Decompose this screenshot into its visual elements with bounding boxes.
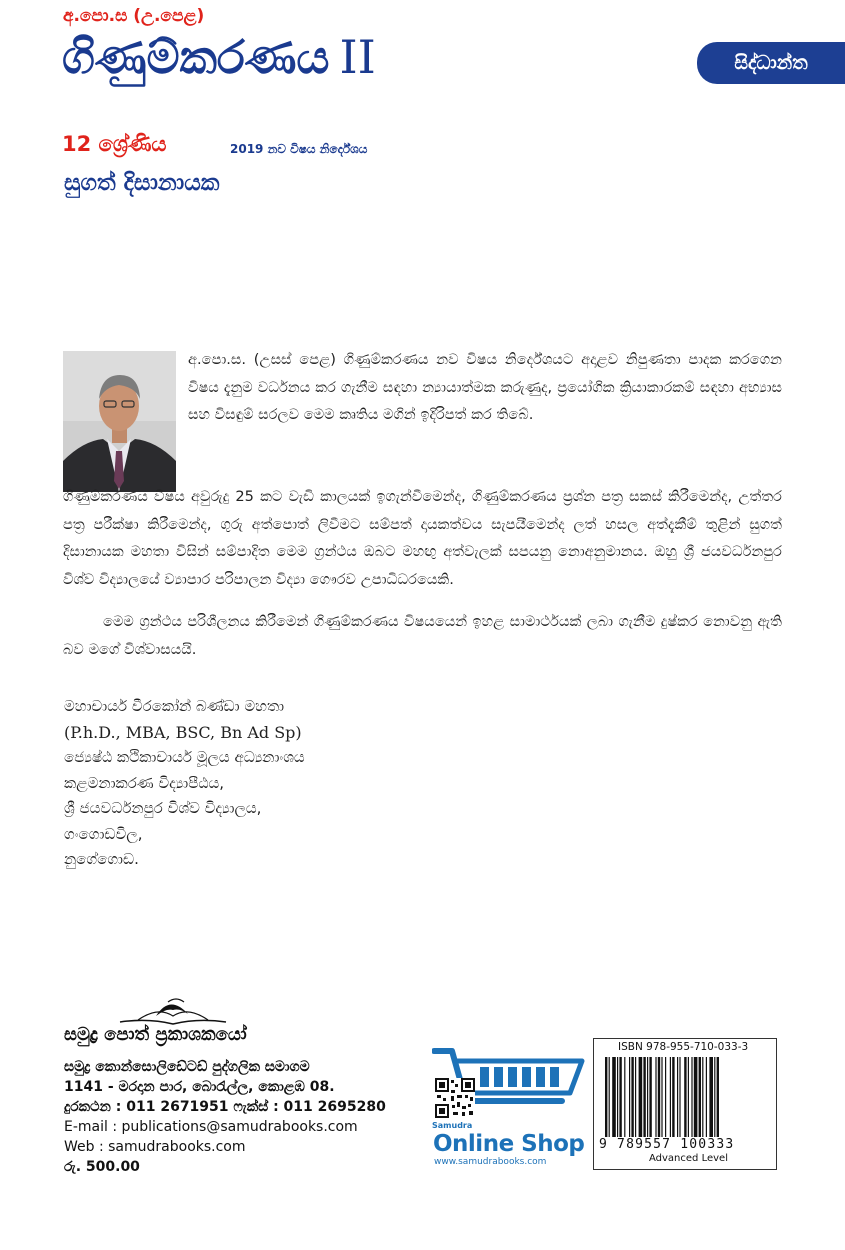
grade-label: 12 ශ්‍රේණිය xyxy=(62,132,167,156)
author-photo xyxy=(63,351,176,492)
phone-fax: දුරකථන : 011 2671951 ෆැක්ස් : 011 2695280 xyxy=(64,1099,386,1115)
foreword-paragraph-2: ගිණුම්කරණය විෂය අවුරුදු 25 කට වැඩි කාලයක් ඉගැන්වීමෙන්ද, ගිණුම්කරණය ප්‍රශ්න පත්‍ර සකස් කිරීමෙන්ද, උත්තර පත්‍ර පරීක්ෂා කිරීමෙන්ද, ගුරු අත්පොත් ලිවීමට සම්පත් දායකත්වය සැපයීමෙන්ද ලත් හසල අත්දැකීම් තුළින් සුගත් දිසානායක මහතා විසින් සම්පාදිත මෙම ග්‍රන්ථය ඔබට මහඟු අත්වැලක් සපයනු නොඅනුමානය. ඔහු ශ්‍රී ජයවර්ධනපුර විශ්ව විද්‍යාලයේ ව්‍යාපාර පරිපාලන විද්‍යා ගෞරව උපාධිධරයෙකි. xyxy=(63,488,782,588)
level-label: Advanced Level xyxy=(649,1153,728,1164)
signatory-line-2: කළමනාකරණ විද්‍යාපීඨය, xyxy=(64,773,225,792)
book-title xyxy=(62,30,376,86)
barcode-digits: 9 789557 100333 xyxy=(599,1137,735,1152)
company-name: සමුද්‍ර කොන්සොලිඩේටඩ් පුද්ගලික සමාගම xyxy=(64,1059,310,1075)
author-portrait-image xyxy=(63,351,176,492)
company-address: 1141 - මරදාන පාර, බොරැල්ල, කොළඹ 08. xyxy=(64,1079,335,1095)
signatory-line-4: ගංගොඩවිල, xyxy=(64,824,143,843)
online-shop-label: Online Shop xyxy=(433,1131,585,1157)
signature-block xyxy=(64,694,305,873)
isbn-label: ISBN 978-955-710-033-3 xyxy=(618,1041,749,1053)
signatory-name: මහාචාර්ය වීරකෝන් බණ්ඩා මහතා xyxy=(64,697,285,715)
syllabus-label: 2019 නව විෂය නිර්දේශය xyxy=(230,142,368,156)
signatory-degrees: (P.h.D., MBA, BSC, Bn Ad Sp) xyxy=(64,722,302,742)
qr-code-icon xyxy=(435,1078,475,1118)
book-title-text: ගිණුම්කරණය xyxy=(62,30,330,84)
author-name: සුගත් දිසානායක xyxy=(64,170,220,196)
signatory-line-1: ජ්‍යෙෂ්ඨ කථිකාචාර්ය මූලය අධ්‍යනාංශය xyxy=(64,748,305,766)
foreword-paragraph-1: අ.පො.ස. (උසස් පෙළ) ගිණුම්කරණය නව විෂය නිර්දේශයට අදාළව නිපුණතා පාදක කරගෙන විෂය දැනුම වර්ධනය කර ගැනීම සඳහා න්‍යායාත්මක කරුණුද, ප්‍රයෝගික ක්‍රියාකාරකම් සඳහා අභ්‍යාස සහ විසඳුම් සරලව මෙම කෘතිය මගින් ඉදිරිපත් කර තිබේ. xyxy=(188,351,782,423)
theory-badge: සිද්ධාන්ත xyxy=(697,42,845,84)
email-address: E-mail : publications@samudrabooks.com xyxy=(64,1119,358,1135)
foreword-paragraph-3: මෙම ග්‍රන්ථය පරිශීලනය කිරීමෙන් ගිණුම්කරණය විෂයයෙන් ඉහළ සාමාර්ථයක් ලබා ගැනීම දුෂ්කර නොවනු ඇති බව මගේ විශ්වාසයයි. xyxy=(63,613,782,658)
publisher-name: සමුද්‍ර පොත් ප්‍රකාශකයෝ xyxy=(64,1024,247,1045)
publisher-book-logo-icon xyxy=(118,988,228,1028)
publisher-contact xyxy=(64,1057,386,1177)
series-label: අ.පො.ස (උ.පෙළ) xyxy=(63,6,205,26)
shop-brand: Samudra xyxy=(432,1121,473,1130)
website: Web : samudrabooks.com xyxy=(64,1139,246,1155)
shop-url: www.samudrabooks.com xyxy=(434,1157,547,1167)
barcode-icon xyxy=(601,1057,767,1137)
price: රු. 500.00 xyxy=(64,1159,140,1175)
signatory-line-3: ශ්‍රී ජයවර්ධනපුර විශ්ව විද්‍යාලය, xyxy=(64,799,262,817)
book-volume-numeral: II xyxy=(339,30,376,84)
signatory-line-5: නුගේගොඩ. xyxy=(64,850,139,868)
